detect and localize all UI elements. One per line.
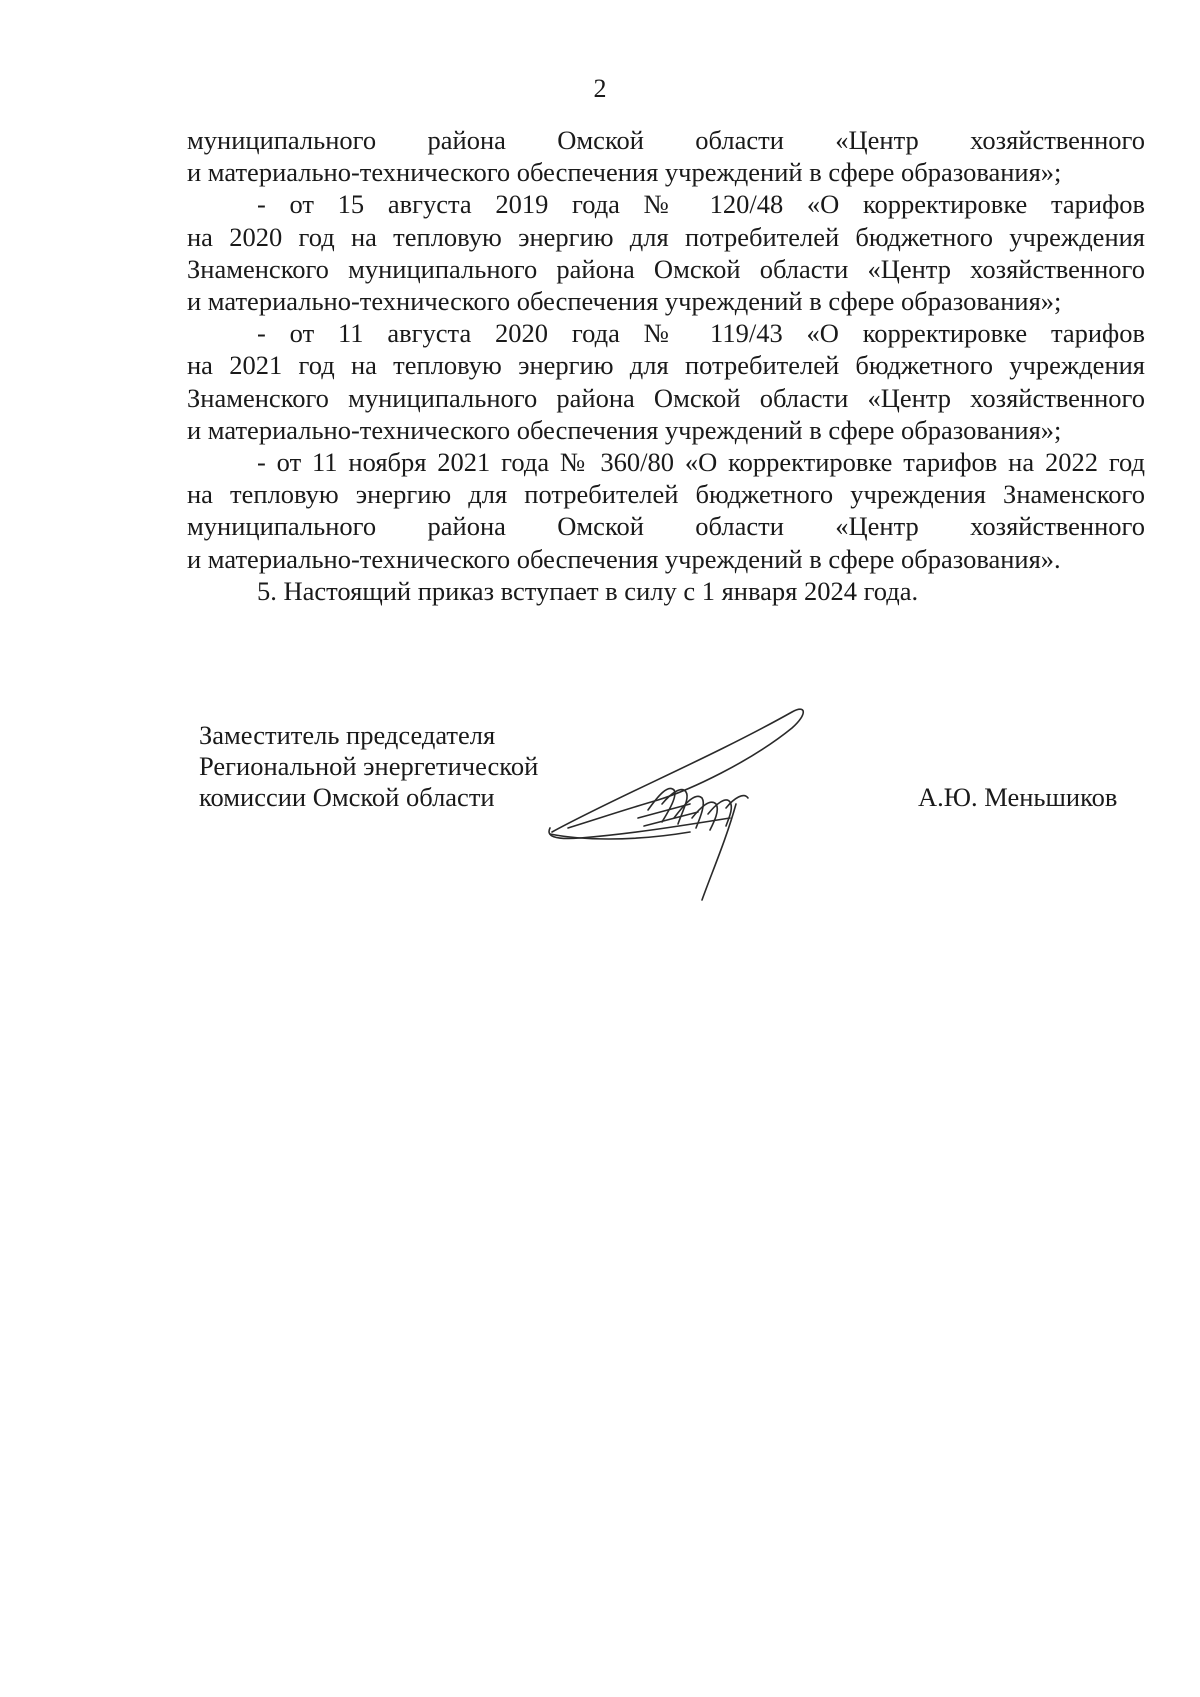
signatory-position [199, 720, 538, 813]
paragraph-order-2020 [187, 317, 1145, 446]
text-line: - от 15 августа 2019 года № 120/48 «О корректировке тарифов [257, 189, 1145, 220]
text-line: Знаменского муниципального района Омской области «Центр хозяйственного [187, 382, 1145, 413]
text-line: - от 11 ноября 2021 года № 360/80 «О корректировке тарифов на 2022 год [257, 447, 1145, 478]
text-line: - от 11 августа 2020 года № 119/43 «О корректировке тарифов [257, 318, 1145, 349]
text-line: и материально-технического обеспечения учреждений в сфере образования»; [187, 157, 1062, 188]
text-line: и материально-технического обеспечения учреждений в сфере образования»; [187, 414, 1062, 445]
text-line: на 2020 год на тепловую энергию для потребителей бюджетного учреждения [187, 221, 1145, 252]
page-number: 2 [593, 74, 607, 103]
text-line: на 2021 год на тепловую энергию для потребителей бюджетного учреждения [187, 350, 1145, 381]
signer-name: А.Ю. Меньшиков [918, 782, 1118, 812]
text-line: и материально-технического обеспечения учреждений в сфере образования»; [187, 286, 1062, 317]
text-line: на тепловую энергию для потребителей бюджетного учреждения Знаменского [187, 479, 1145, 510]
text-line: муниципального района Омской области «Центр хозяйственного [187, 125, 1145, 155]
position-line: Региональной энергетической [199, 751, 539, 781]
document-body [187, 124, 1145, 607]
position-line: Заместитель председателя [199, 720, 496, 750]
position-line: комиссии Омской области [199, 782, 495, 812]
paragraph-order-2019 [187, 188, 1145, 317]
text-line: 5. Настоящий приказ вступает в силу с 1 января 2024 года. [257, 575, 919, 606]
paragraph-continuation [187, 124, 1145, 188]
paragraph-order-2021 [187, 446, 1145, 575]
text-line: муниципального района Омской области «Центр хозяйственного [187, 511, 1145, 542]
paragraph-effective-date [187, 575, 1145, 607]
text-line: и материально-технического обеспечения учреждений в сфере образования». [187, 543, 1061, 574]
handwritten-signature [540, 700, 840, 910]
text-line: Знаменского муниципального района Омской области «Центр хозяйственного [187, 253, 1145, 284]
